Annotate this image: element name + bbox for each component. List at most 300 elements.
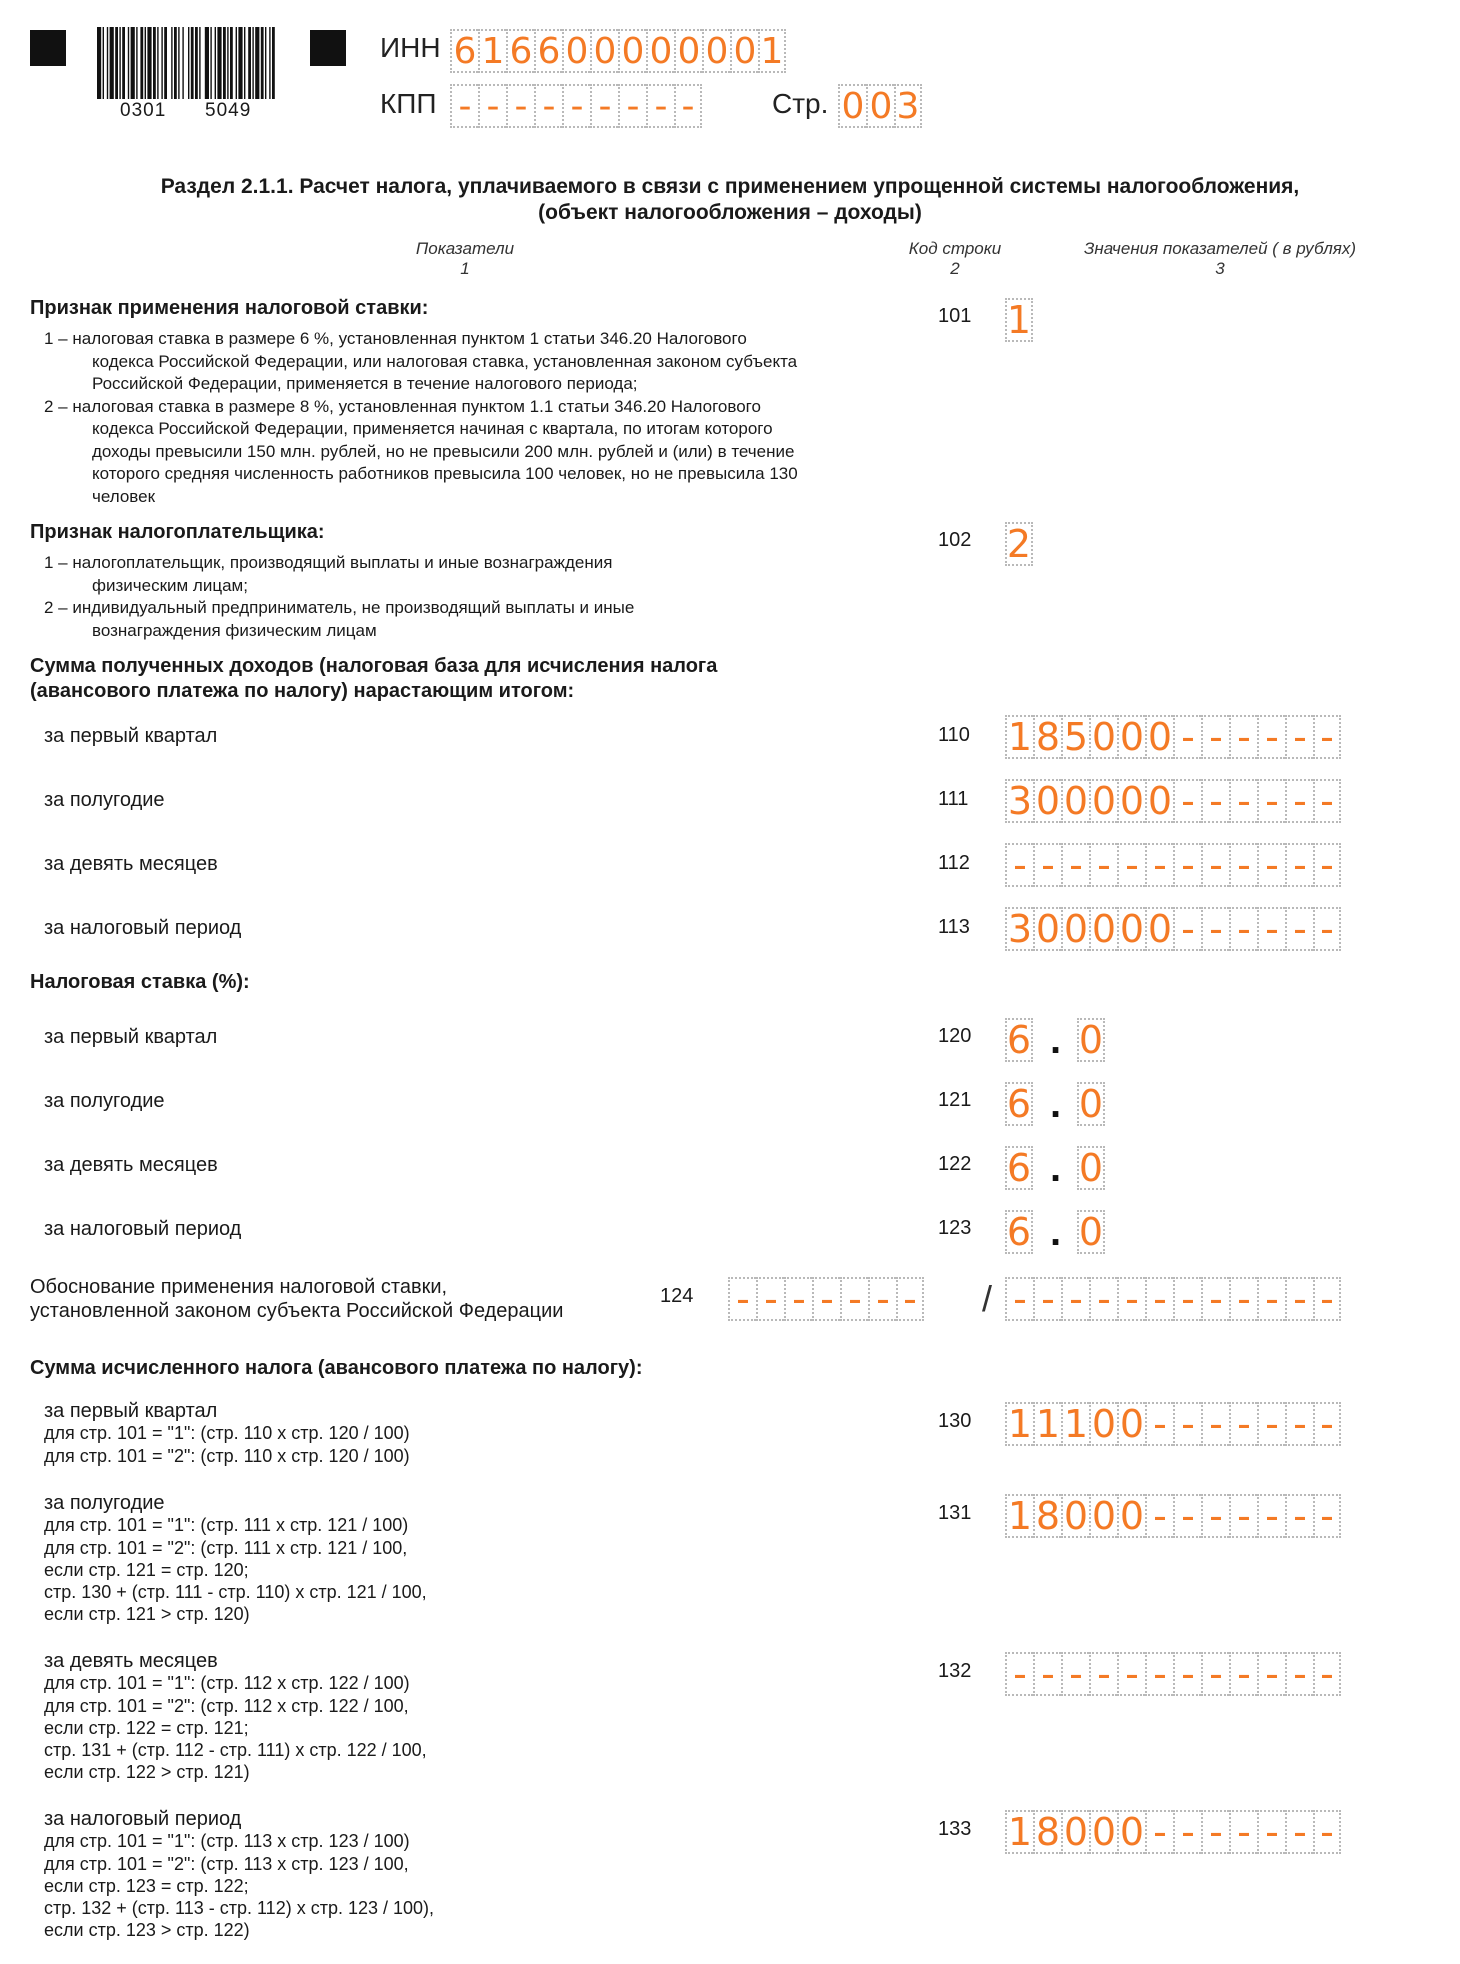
char-cell: 8: [1033, 1810, 1061, 1854]
row-133-value[interactable]: [1005, 1810, 1341, 1854]
row-124-separator: /: [982, 1278, 993, 1319]
char-cell: -: [1229, 907, 1257, 951]
row-122-decimal-point: .: [1050, 1146, 1062, 1190]
row-130-code: 130: [938, 1410, 972, 1432]
char-cell: 0: [1089, 907, 1117, 951]
row-112-value[interactable]: [1005, 843, 1341, 887]
char-cell: -: [1089, 1277, 1117, 1321]
char-cell: 0: [674, 29, 702, 73]
char-cell: -: [1285, 907, 1313, 951]
text-line: стр. 130 + (стр. 111 - стр. 110) x стр. 121 / 100,: [44, 1582, 427, 1603]
barcode-bar: [248, 27, 251, 99]
barcode-bar: [164, 27, 167, 99]
barcode-bar: [195, 27, 198, 99]
char-cell: 1: [758, 29, 786, 73]
char-cell: -: [1257, 1494, 1285, 1538]
barcode-bar: [136, 27, 137, 99]
char-cell: -: [1257, 715, 1285, 759]
row-122-int[interactable]: [1005, 1146, 1033, 1190]
char-cell: 8: [1033, 715, 1061, 759]
char-cell: -: [1313, 715, 1341, 759]
barcode-bar: [236, 27, 237, 99]
barcode-bar: [115, 27, 118, 99]
char-cell: 1: [1005, 1402, 1033, 1446]
char-cell: -: [618, 84, 646, 128]
char-cell: 0: [1078, 1146, 1104, 1190]
char-cell: -: [1173, 779, 1201, 823]
text-line: кодекса Российской Федерации, применяется начиная с квартала, по итогам которого: [92, 419, 773, 438]
char-cell: 0: [1117, 779, 1145, 823]
text-line: для стр. 101 = "1": (стр. 113 x стр. 123 / 100): [44, 1831, 410, 1852]
row-120-frac[interactable]: [1077, 1018, 1105, 1062]
barcode-bar: [255, 27, 259, 99]
char-cell: -: [1033, 843, 1061, 887]
char-cell: -: [646, 84, 674, 128]
char-cell: 0: [1061, 907, 1089, 951]
char-cell: -: [1145, 1810, 1173, 1854]
row-113-code: 113: [938, 916, 970, 938]
page-label: Стр.: [772, 88, 829, 119]
char-cell: -: [1229, 1810, 1257, 1854]
char-cell: 0: [1145, 779, 1173, 823]
barcode-bar: [238, 27, 242, 99]
char-cell: -: [1257, 843, 1285, 887]
row-121-frac[interactable]: [1077, 1082, 1105, 1126]
text-line: для стр. 101 = "2": (стр. 112 x стр. 122 / 100,: [44, 1695, 409, 1716]
row-124-label-line1: Обоснование применения налоговой ставки,: [30, 1276, 448, 1298]
char-cell: -: [1005, 1652, 1033, 1696]
barcode-bar: [131, 27, 135, 99]
text-line: человек: [92, 486, 156, 506]
row-133-code: 133: [938, 1818, 972, 1840]
text-line: стр. 132 + (стр. 113 - стр. 112) x стр. 123 / 100),: [44, 1898, 435, 1919]
barcode-bar: [227, 27, 228, 99]
char-cell: -: [1201, 715, 1229, 759]
barcode-bar: [161, 27, 162, 99]
section-title: [0, 174, 1460, 226]
char-cell: -: [1257, 779, 1285, 823]
kpp-field[interactable]: [450, 84, 702, 128]
char-cell: -: [1257, 1652, 1285, 1696]
text-line: 2 – налоговая ставка в размере 8 %, установленная пунктом 1.1 статьи 346.20 Налогового: [44, 396, 761, 416]
char-cell: -: [590, 84, 618, 128]
char-cell: -: [1117, 1652, 1145, 1696]
section-title-line2: (объект налогообложения – доходы): [538, 201, 922, 224]
text-line: доходы превысили 150 млн. рублей, но не превысили 200 млн. рублей и (или) в течение: [92, 441, 795, 461]
barcode-bar: [261, 27, 264, 99]
row-132-value[interactable]: [1005, 1652, 1341, 1696]
char-cell: 1: [478, 29, 506, 73]
char-cell: -: [1005, 1277, 1033, 1321]
char-cell: -: [1033, 1652, 1061, 1696]
char-cell: -: [840, 1277, 868, 1321]
char-cell: 0: [702, 29, 730, 73]
char-cell: -: [1201, 907, 1229, 951]
text-line: для стр. 101 = "2": (стр. 113 x стр. 123 / 100,: [44, 1853, 409, 1874]
char-cell: -: [1201, 1402, 1229, 1446]
income-title-line2: (авансового платежа по налогу) нарастающим итогом:: [30, 680, 575, 702]
char-cell: 0: [1078, 1018, 1104, 1062]
row-111-value[interactable]: [1005, 779, 1341, 823]
page-number-field[interactable]: [838, 84, 922, 128]
row-101-value[interactable]: [1005, 298, 1033, 342]
char-cell: -: [1313, 779, 1341, 823]
char-cell: 0: [1089, 1494, 1117, 1538]
row-113-label: за налоговый период: [44, 917, 242, 939]
char-cell: -: [1089, 1652, 1117, 1696]
char-cell: -: [1005, 843, 1033, 887]
char-cell: 0: [1061, 1810, 1089, 1854]
row-110-code: 110: [938, 724, 970, 746]
tax-title: Сумма исчисленного налога (авансового платежа по налогу):: [30, 1357, 643, 1379]
row-130-formula: [44, 1400, 410, 1467]
barcode-bar: [174, 27, 177, 99]
row-122-label: за девять месяцев: [44, 1154, 218, 1176]
char-cell: 0: [646, 29, 674, 73]
char-cell: -: [1313, 907, 1341, 951]
formula-title: за полугодие: [44, 1492, 165, 1514]
char-cell: -: [506, 84, 534, 128]
char-cell: -: [1229, 1277, 1257, 1321]
char-cell: 0: [562, 29, 590, 73]
char-cell: 6: [534, 29, 562, 73]
row-123-int[interactable]: [1005, 1210, 1033, 1254]
char-cell: -: [478, 84, 506, 128]
char-cell: 6: [450, 29, 478, 73]
text-line: кодекса Российской Федерации, или налоговая ставка, установленная законом субъекта: [92, 351, 798, 371]
char-cell: -: [1173, 843, 1201, 887]
char-cell: 0: [730, 29, 758, 73]
barcode-bar: [178, 27, 179, 99]
char-cell: -: [1229, 1402, 1257, 1446]
text-line: для стр. 101 = "1": (стр. 112 x стр. 122 / 100): [44, 1673, 410, 1694]
char-cell: 0: [1145, 715, 1173, 759]
char-cell: -: [1145, 1652, 1173, 1696]
barcode-bar: [110, 27, 114, 99]
barcode-bar: [215, 27, 216, 99]
barcode-bar: [205, 27, 209, 99]
char-cell: 1: [1061, 1402, 1089, 1446]
char-cell: -: [1285, 1277, 1313, 1321]
char-cell: -: [1173, 1494, 1201, 1538]
char-cell: 0: [1117, 715, 1145, 759]
char-cell: -: [1061, 1277, 1089, 1321]
char-cell: -: [1173, 715, 1201, 759]
row-101-notes: [44, 328, 924, 508]
char-cell: -: [1285, 1652, 1313, 1696]
row-111-label: за полугодие: [44, 789, 165, 811]
column-2-number: 2: [950, 259, 960, 278]
column-header-2: [885, 239, 1025, 279]
char-cell: 0: [838, 84, 866, 128]
char-cell: 3: [1005, 779, 1033, 823]
barcode-bar: [188, 27, 189, 99]
barcode-bar: [147, 27, 151, 99]
char-cell: -: [1089, 843, 1117, 887]
char-cell: -: [1285, 715, 1313, 759]
text-line: если стр. 122 > стр. 121): [44, 1762, 250, 1783]
char-cell: -: [756, 1277, 784, 1321]
char-cell: 0: [1117, 1402, 1145, 1446]
char-cell: -: [784, 1277, 812, 1321]
row-133-formula: [44, 1808, 434, 1942]
char-cell: 6: [1006, 1018, 1032, 1062]
char-cell: 1: [1005, 715, 1033, 759]
char-cell: 1: [1005, 1494, 1033, 1538]
char-cell: -: [1033, 1277, 1061, 1321]
char-cell: -: [674, 84, 702, 128]
char-cell: -: [1257, 907, 1285, 951]
char-cell: -: [1145, 1402, 1173, 1446]
text-line: Российской Федерации, применяется в течение налогового периода;: [92, 374, 638, 393]
char-cell: -: [728, 1277, 756, 1321]
rate-title: Налоговая ставка (%):: [30, 971, 250, 993]
column-3-number: 3: [1215, 259, 1225, 278]
barcode-number-right: 5049: [205, 100, 252, 121]
char-cell: -: [450, 84, 478, 128]
char-cell: 0: [1117, 1810, 1145, 1854]
text-line: физическим лицам;: [92, 575, 248, 595]
row-121-int[interactable]: [1005, 1082, 1033, 1126]
char-cell: -: [1313, 1277, 1341, 1321]
row-123-code: 123: [938, 1217, 972, 1239]
char-cell: -: [1257, 1402, 1285, 1446]
text-line: для стр. 101 = "1": (стр. 110 x стр. 120 / 100): [44, 1423, 410, 1444]
barcode-bar: [157, 27, 158, 99]
row-131-formula: [44, 1492, 427, 1626]
row-122-code: 122: [938, 1153, 972, 1175]
char-cell: -: [896, 1277, 924, 1321]
text-line: вознаграждения физическим лицам: [92, 620, 377, 640]
row-131-code: 131: [938, 1502, 972, 1524]
char-cell: 1: [1005, 1810, 1033, 1854]
barcode-bar: [269, 27, 270, 99]
formula-title: за налоговый период: [44, 1808, 242, 1830]
barcode-bar: [119, 27, 120, 99]
barcode-bar: [199, 27, 200, 99]
barcode-number-left: 0301: [120, 100, 167, 121]
section-title-line1: Раздел 2.1.1. Расчет налога, уплачиваемого в связи с применением упрощенной системы налогообложения,: [160, 175, 1300, 198]
inn-label: ИНН: [380, 32, 441, 63]
char-cell: 8: [1033, 1494, 1061, 1538]
barcode-bar: [182, 27, 183, 99]
char-cell: -: [1229, 843, 1257, 887]
char-cell: -: [1313, 1652, 1341, 1696]
char-cell: -: [1313, 1494, 1341, 1538]
row-110-label: за первый квартал: [44, 725, 218, 747]
row-124-part2[interactable]: [1005, 1277, 1341, 1321]
char-cell: -: [1201, 1652, 1229, 1696]
row-102-code: 102: [938, 529, 972, 551]
char-cell: -: [1173, 1277, 1201, 1321]
char-cell: -: [1285, 1810, 1313, 1854]
barcode-bar: [272, 27, 275, 99]
barcode-bar: [107, 27, 108, 99]
column-1-number: 1: [460, 259, 470, 278]
income-title: [30, 654, 717, 704]
char-cell: 0: [866, 84, 894, 128]
char-cell: -: [534, 84, 562, 128]
char-cell: 2: [1006, 522, 1032, 566]
column-3-name: Значения показателей ( в рублях): [1083, 239, 1357, 258]
char-cell: -: [1173, 1652, 1201, 1696]
char-cell: -: [1201, 1277, 1229, 1321]
char-cell: -: [812, 1277, 840, 1321]
row-124-label-line2: установленной законом субъекта Российской Федерации: [30, 1300, 564, 1322]
barcode-bar: [103, 27, 104, 99]
row-124-part1[interactable]: [728, 1277, 924, 1321]
char-cell: 0: [1033, 907, 1061, 951]
row-123-label: за налоговый период: [44, 1218, 242, 1240]
text-line: если стр. 122 = стр. 121;: [44, 1717, 249, 1738]
char-cell: -: [1173, 907, 1201, 951]
char-cell: 0: [1089, 1810, 1117, 1854]
row-120-code: 120: [938, 1025, 972, 1047]
row-102-value[interactable]: [1005, 522, 1033, 566]
char-cell: -: [1201, 843, 1229, 887]
barcode-bar: [171, 27, 172, 99]
text-line: если стр. 123 > стр. 122): [44, 1920, 250, 1941]
barcode-bar: [97, 27, 101, 99]
char-cell: -: [1229, 715, 1257, 759]
text-line: которого средняя численность работников превысила 100 человек, но не превысила 130: [92, 464, 798, 483]
row-110-value[interactable]: [1005, 715, 1341, 759]
column-1-name: Показатели: [415, 239, 515, 258]
char-cell: -: [1313, 843, 1341, 887]
corner-marker-right: [310, 30, 346, 66]
char-cell: -: [1313, 1402, 1341, 1446]
char-cell: -: [1173, 1402, 1201, 1446]
char-cell: -: [1229, 1652, 1257, 1696]
barcode-bar: [122, 27, 125, 99]
barcode-bar: [230, 27, 233, 99]
text-line: стр. 131 + (стр. 112 - стр. 111) x стр. 122 / 100,: [44, 1740, 427, 1761]
char-cell: 0: [1078, 1082, 1104, 1126]
row-121-decimal-point: .: [1050, 1082, 1062, 1126]
income-title-line1: Сумма полученных доходов (налоговая база для исчисления налога: [30, 655, 718, 677]
char-cell: 6: [1006, 1082, 1032, 1126]
char-cell: -: [1173, 1810, 1201, 1854]
char-cell: 0: [1089, 715, 1117, 759]
row-120-int[interactable]: [1005, 1018, 1033, 1062]
char-cell: 6: [1006, 1210, 1032, 1254]
char-cell: 0: [1061, 1494, 1089, 1538]
char-cell: -: [562, 84, 590, 128]
barcode-bar: [153, 27, 156, 99]
row-112-code: 112: [938, 852, 970, 874]
formula-title: за первый квартал: [44, 1400, 218, 1422]
text-line: для стр. 101 = "2": (стр. 110 x стр. 120 / 100): [44, 1445, 410, 1466]
row-124-code: 124: [660, 1285, 694, 1307]
char-cell: -: [868, 1277, 896, 1321]
text-line: если стр. 121 > стр. 120): [44, 1604, 250, 1625]
text-line: 1 – налоговая ставка в размере 6 %, установленная пунктом 1 статьи 346.20 Налогового: [44, 329, 747, 348]
char-cell: -: [1229, 779, 1257, 823]
barcode-bar: [217, 27, 221, 99]
row-130-value[interactable]: [1005, 1402, 1341, 1446]
row-122-frac[interactable]: [1077, 1146, 1105, 1190]
text-line: для стр. 101 = "1": (стр. 111 x стр. 121 / 100): [44, 1515, 409, 1536]
char-cell: 6: [506, 29, 534, 73]
barcode-bar: [265, 27, 266, 99]
char-cell: 0: [1033, 779, 1061, 823]
inn-field[interactable]: [450, 29, 786, 73]
char-cell: -: [1285, 1402, 1313, 1446]
char-cell: -: [1313, 1810, 1341, 1854]
row-111-code: 111: [938, 788, 969, 810]
text-line: для стр. 101 = "2": (стр. 111 x стр. 121 / 100,: [44, 1537, 408, 1558]
char-cell: 3: [1005, 907, 1033, 951]
row-102-notes: [44, 552, 924, 642]
row-123-decimal-point: .: [1050, 1210, 1062, 1254]
char-cell: 0: [1117, 907, 1145, 951]
barcode-bar: [244, 27, 245, 99]
char-cell: 0: [1117, 1494, 1145, 1538]
char-cell: 0: [1145, 907, 1173, 951]
barcode-bar: [191, 27, 194, 99]
char-cell: 5: [1061, 715, 1089, 759]
row-132-formula: [44, 1650, 427, 1784]
char-cell: -: [1257, 1810, 1285, 1854]
text-line: если стр. 123 = стр. 122;: [44, 1875, 249, 1896]
char-cell: 1: [1006, 298, 1032, 342]
row-124-label: [30, 1275, 563, 1323]
char-cell: 0: [1089, 779, 1117, 823]
barcode-bar: [145, 27, 146, 99]
column-header-1: [340, 239, 590, 279]
char-cell: 0: [1061, 779, 1089, 823]
char-cell: 6: [1006, 1146, 1032, 1190]
char-cell: -: [1145, 1277, 1173, 1321]
barcode-bar: [128, 27, 129, 99]
row-113-value[interactable]: [1005, 907, 1341, 951]
row-120-decimal-point: .: [1050, 1018, 1062, 1062]
row-123-frac[interactable]: [1077, 1210, 1105, 1254]
char-cell: -: [1117, 1277, 1145, 1321]
char-cell: -: [1145, 843, 1173, 887]
kpp-label: КПП: [380, 88, 437, 119]
char-cell: 0: [618, 29, 646, 73]
barcode: [95, 27, 279, 105]
column-2-name: Код строки: [908, 239, 1002, 258]
barcode-bar: [210, 27, 211, 99]
char-cell: -: [1201, 1810, 1229, 1854]
char-cell: -: [1201, 1494, 1229, 1538]
char-cell: -: [1229, 1494, 1257, 1538]
char-cell: -: [1117, 843, 1145, 887]
char-cell: -: [1201, 779, 1229, 823]
row-131-value[interactable]: [1005, 1494, 1341, 1538]
row-112-label: за девять месяцев: [44, 853, 218, 875]
text-line: 2 – индивидуальный предприниматель, не производящий выплаты и иные: [44, 598, 635, 617]
char-cell: 0: [1078, 1210, 1104, 1254]
barcode-bars: [95, 27, 279, 99]
char-cell: -: [1257, 1277, 1285, 1321]
char-cell: -: [1285, 843, 1313, 887]
barcode-bar: [223, 27, 226, 99]
char-cell: -: [1285, 1494, 1313, 1538]
text-line: если стр. 121 = стр. 120;: [44, 1559, 249, 1580]
row-120-label: за первый квартал: [44, 1026, 218, 1048]
row-101-title: Признак применения налоговой ставки:: [30, 297, 429, 319]
text-line: 1 – налогоплательщик, производящий выплаты и иные вознаграждения: [44, 553, 613, 572]
char-cell: 1: [1033, 1402, 1061, 1446]
char-cell: 0: [1089, 1402, 1117, 1446]
char-cell: 3: [894, 84, 922, 128]
barcode-bar: [252, 27, 253, 99]
char-cell: -: [1061, 843, 1089, 887]
corner-marker-left: [30, 30, 66, 66]
